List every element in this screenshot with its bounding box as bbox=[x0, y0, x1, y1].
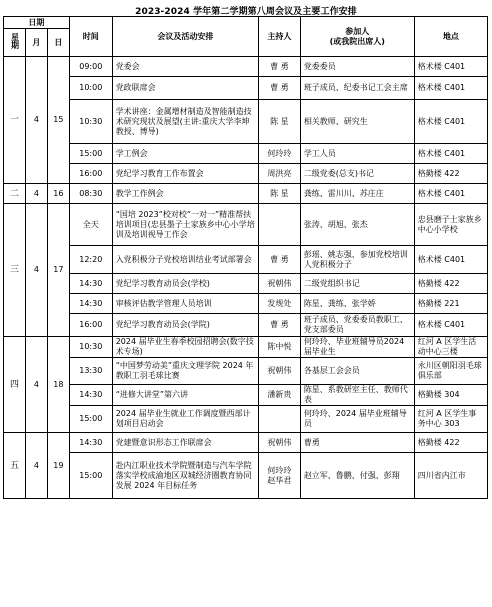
attendees-cell: 各基层工会会员 bbox=[300, 358, 414, 385]
time-cell: 14:30 bbox=[69, 385, 112, 406]
event-cell: 教学工作例会 bbox=[112, 184, 258, 204]
attendees-cell: 班子成员、纪委书记工会主席 bbox=[300, 77, 414, 100]
attendees-cell: 何玲玲、2024 届毕业班辅导员 bbox=[300, 406, 414, 433]
page-title: 2023-2024 学年第二学期第八周会议及主要工作安排 bbox=[135, 7, 357, 17]
event-cell: 党政联席会 bbox=[112, 77, 258, 100]
host-cell: 发规处 bbox=[259, 294, 301, 314]
header-weekday: 星期 bbox=[4, 29, 26, 57]
time-cell: 10:30 bbox=[69, 337, 112, 358]
month-cell: 4 bbox=[25, 433, 47, 499]
event-cell: 党建暨意识形态工作联席会 bbox=[112, 433, 258, 453]
attendees-cell: 学工人员 bbox=[300, 144, 414, 164]
location-cell: 永川区朝阳羽毛球俱乐部 bbox=[414, 358, 487, 385]
time-cell: 16:00 bbox=[69, 164, 112, 184]
host-cell bbox=[259, 204, 301, 246]
attendees-cell: 彭瑶、姚志强、参加党校培训人党积极分子 bbox=[300, 246, 414, 274]
host-cell: 祝朝伟 bbox=[259, 433, 301, 453]
header-host: 主持人 bbox=[259, 17, 301, 57]
attendees-cell: 曹勇 bbox=[300, 433, 414, 453]
table-row bbox=[4, 164, 488, 184]
time-cell: 14:30 bbox=[69, 274, 112, 294]
month-cell: 4 bbox=[25, 204, 47, 337]
host-cell bbox=[259, 406, 301, 433]
host-cell: 陈中悦 bbox=[259, 337, 301, 358]
time-cell: 10:00 bbox=[69, 77, 112, 100]
table-row bbox=[4, 433, 488, 453]
host-cell: 何玲玲 bbox=[259, 144, 301, 164]
time-cell: 13:30 bbox=[69, 358, 112, 385]
host-cell: 祝朝伟 bbox=[259, 274, 301, 294]
location-cell: 四川省内江市 bbox=[414, 453, 487, 499]
location-cell: 格术楼 C401 bbox=[414, 144, 487, 164]
table-row bbox=[4, 204, 488, 246]
host-cell: 潘新贵 bbox=[259, 385, 301, 406]
header-date: 日期 bbox=[4, 17, 70, 29]
host-cell: 曹 勇 bbox=[259, 77, 301, 100]
location-cell: 格术楼 C401 bbox=[414, 184, 487, 204]
event-cell: 党纪学习教育工作布置会 bbox=[112, 164, 258, 184]
attendees-cell: 赵立军、鲁鹏、付强、彭翔 bbox=[300, 453, 414, 499]
attendees-cell: 相关教师、研究生 bbox=[300, 100, 414, 144]
table-row bbox=[4, 294, 488, 314]
month-cell: 4 bbox=[25, 57, 47, 184]
time-cell: 全天 bbox=[69, 204, 112, 246]
weekday-cell: 四 bbox=[4, 337, 26, 433]
table-row bbox=[4, 453, 488, 499]
time-cell: 08:30 bbox=[69, 184, 112, 204]
location-cell: 红河 A 区学生活动中心三楼 bbox=[414, 337, 487, 358]
event-cell: “进修大讲堂”第六讲 bbox=[112, 385, 258, 406]
header-attendees: 参加人 (或我院出席人) bbox=[300, 17, 414, 57]
header-day: 日 bbox=[47, 29, 69, 57]
table-row bbox=[4, 100, 488, 144]
event-cell: 审核评估教学管理人员培训 bbox=[112, 294, 258, 314]
header-month: 月 bbox=[25, 29, 47, 57]
attendees-cell: 何玲玲、毕业班辅导员2024 届毕业生 bbox=[300, 337, 414, 358]
time-cell: 10:30 bbox=[69, 100, 112, 144]
location-cell: 格术楼 C401 bbox=[414, 57, 487, 77]
time-cell: 15:00 bbox=[69, 144, 112, 164]
event-cell: 学术讲座：金属增材制造及智能制造技术研究现状及展望(主讲:重庆大学李坤教授、博导) bbox=[112, 100, 258, 144]
host-cell: 曹 勇 bbox=[259, 57, 301, 77]
host-cell: 陈 星 bbox=[259, 100, 301, 144]
header-event: 会议及活动安排 bbox=[112, 17, 258, 57]
schedule-table bbox=[3, 16, 488, 499]
table-row bbox=[4, 385, 488, 406]
event-cell: 2024 届毕业生春季校园招聘会(数字技术专场) bbox=[112, 337, 258, 358]
table-row bbox=[4, 337, 488, 358]
attendees-cell: 党委委员 bbox=[300, 57, 414, 77]
event-cell: 2024 届毕业生就业工作调度暨西部计划项目启动会 bbox=[112, 406, 258, 433]
table-row bbox=[4, 406, 488, 433]
month-cell: 4 bbox=[25, 337, 47, 433]
table-row bbox=[4, 358, 488, 385]
event-cell: 党纪学习教育动员会(学校) bbox=[112, 274, 258, 294]
location-cell: 格勤楼 422 bbox=[414, 433, 487, 453]
location-cell: 格勤楼 304 bbox=[414, 385, 487, 406]
day-cell: 17 bbox=[47, 204, 69, 337]
day-cell: 18 bbox=[47, 337, 69, 433]
day-cell: 15 bbox=[47, 57, 69, 184]
attendees-cell: 陈星、系教研室主任、教师代表 bbox=[300, 385, 414, 406]
header-location: 地点 bbox=[414, 17, 487, 57]
weekday-cell: 二 bbox=[4, 184, 26, 204]
host-cell: 曹 勇 bbox=[259, 314, 301, 337]
event-cell: 学工例会 bbox=[112, 144, 258, 164]
day-cell: 16 bbox=[47, 184, 69, 204]
event-cell: “国培 2023”校对校“一对一”精准帮扶培训项目(忠县墨子土家族乡中心小学培训及培训视导工作会 bbox=[112, 204, 258, 246]
table-row bbox=[4, 246, 488, 274]
table-row bbox=[4, 184, 488, 204]
weekday-cell: 三 bbox=[4, 204, 26, 337]
attendees-cell: 二级党委(总支)书记 bbox=[300, 164, 414, 184]
location-cell: 格术楼 C401 bbox=[414, 314, 487, 337]
event-cell: 党委会 bbox=[112, 57, 258, 77]
event-cell: 赴内江职业技术学院暨制造与汽车学院落实学校成渝地区双城经济圈教育协同发展 2024 年目标任务 bbox=[112, 453, 258, 499]
location-cell: 忠县磨子土家族乡中心小学校 bbox=[414, 204, 487, 246]
host-cell: 陈 星 bbox=[259, 184, 301, 204]
table-row bbox=[4, 77, 488, 100]
time-cell: 15:00 bbox=[69, 453, 112, 499]
attendees-cell: 陈星、龚练、张学娇 bbox=[300, 294, 414, 314]
location-cell: 红河 A 区学生事务中心 303 bbox=[414, 406, 487, 433]
attendees-cell: 班子成员、党委委员教职工、党支部委员 bbox=[300, 314, 414, 337]
location-cell: 格勤楼 422 bbox=[414, 274, 487, 294]
header-time: 时间 bbox=[69, 17, 112, 57]
table-row bbox=[4, 144, 488, 164]
location-cell: 格术楼 C401 bbox=[414, 100, 487, 144]
attendees-cell: 张涛、胡旭、张杰 bbox=[300, 204, 414, 246]
time-cell: 15:00 bbox=[69, 406, 112, 433]
attendees-cell: 龚练、雷川川、苏庄庄 bbox=[300, 184, 414, 204]
time-cell: 14:30 bbox=[69, 294, 112, 314]
day-cell: 19 bbox=[47, 433, 69, 499]
time-cell: 09:00 bbox=[69, 57, 112, 77]
host-cell: 周洪亮 bbox=[259, 164, 301, 184]
location-cell: 格勤楼 422 bbox=[414, 164, 487, 184]
weekday-cell: 五 bbox=[4, 433, 26, 499]
table-row bbox=[4, 274, 488, 294]
event-cell: 党纪学习教育动员会(学院) bbox=[112, 314, 258, 337]
event-cell: 入党积极分子党校培训结业考试部署会 bbox=[112, 246, 258, 274]
host-cell: 何玲玲 赵华君 bbox=[259, 453, 301, 499]
host-cell: 曹 勇 bbox=[259, 246, 301, 274]
location-cell: 格术楼 C401 bbox=[414, 246, 487, 274]
table-row bbox=[4, 314, 488, 337]
table-row bbox=[4, 57, 488, 77]
location-cell: 格勤楼 221 bbox=[414, 294, 487, 314]
attendees-cell: 二级党组织书记 bbox=[300, 274, 414, 294]
time-cell: 14:30 bbox=[69, 433, 112, 453]
time-cell: 16:00 bbox=[69, 314, 112, 337]
weekday-cell: 一 bbox=[4, 57, 26, 184]
location-cell: 格术楼 C401 bbox=[414, 77, 487, 100]
host-cell: 祝朝伟 bbox=[259, 358, 301, 385]
event-cell: “中国梦劳动美”重庆文理学院 2024 年教职工羽毛球比赛 bbox=[112, 358, 258, 385]
time-cell: 12:20 bbox=[69, 246, 112, 274]
month-cell: 4 bbox=[25, 184, 47, 204]
